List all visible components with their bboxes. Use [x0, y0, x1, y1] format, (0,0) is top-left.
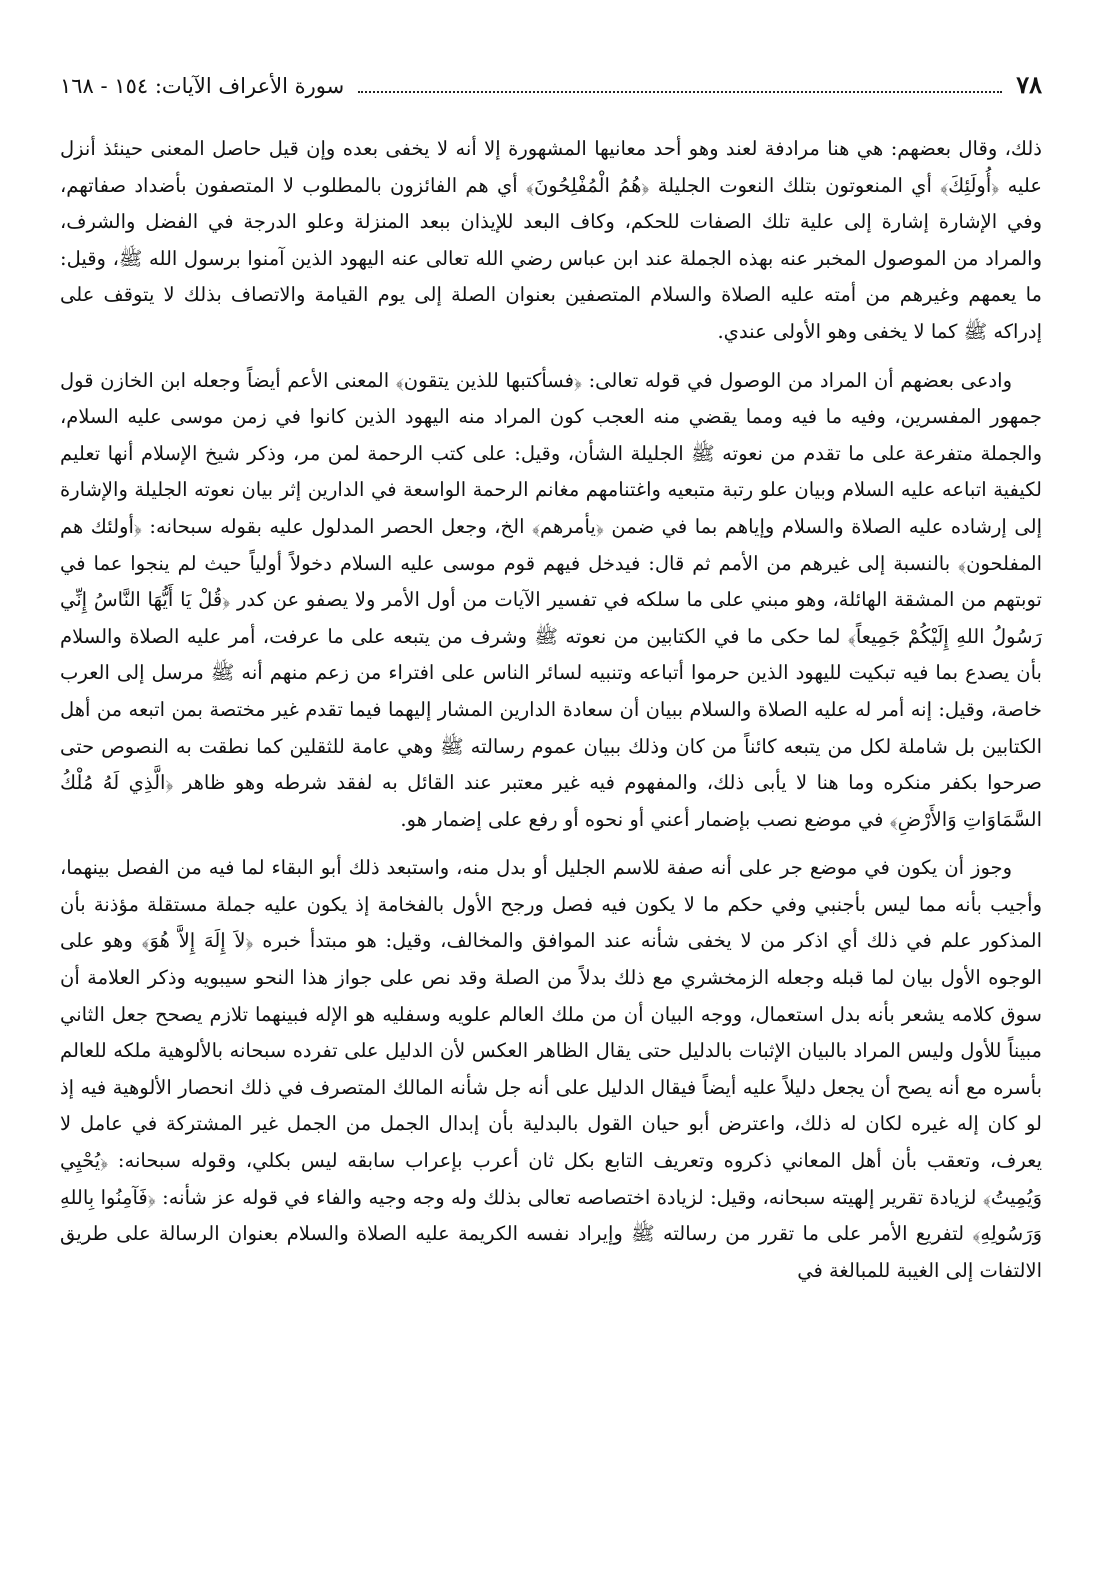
page-header — [60, 70, 1042, 101]
page-number: ٧٨ — [1016, 70, 1042, 99]
running-title: سورة الأعراف الآيات: ١٥٤ - ١٦٨ — [60, 74, 345, 98]
body-paragraph-3: وجوز أن يكون في موضع جر على أنه صفة للاسم الجليل أو بدل منه، واستبعد ذلك أبو البقاء لما فيه من الفصل بينهما، وأجيب بأنه مما ليس بأجنبي وفي حكم ما لا يكون فيه فصل ورجح الأول بالفخامة إذ يكون عليه جملة مستقلة مؤذنة بأن المذكور علم في ذلك أي اذكر من لا يخفى شأنه عند الموافق والمخالف، وقيل: هو مبتدأ خبره ﴿لاَ إِلَهَ إِلاَّ هُوَ﴾ وهو على الوجوه الأول بيان لما قبله وجعله الزمخشري مع ذلك بدلاً من الصلة وقد نص على جواز هذا النحو سيبويه وذكر العلامة أن سوق كلامه يشعر بأنه بدل استعمال، ووجه البيان أن من ملك العالم علويه وسفليه هو الإله فبينهما تلازم يصحح جعل الثاني مبيناً للأول وليس المراد بالبيان الإثبات بالدليل حتى يقال الظاهر العكس لأن الدليل على تفرده سبحانه بالألوهية ملكه للعالم بأسره مع أنه يصح أن يجعل دليلاً عليه أيضاً فيقال الدليل على أنه جل شأنه المالك المتصرف في ذلك انحصار الألوهية فيه إذ لو كان إله غيره لكان له ذلك، واعترض أبو حيان القول بالبدلية بأن إبدال الجمل من الجمل غير المشتركة في عامل لا يعرف، وتعقب بأن أهل المعاني ذكروه وتعريف التابع بكل ثان أعرب بإعراب سابقه ليس بكلي، وقوله سبحانه: ﴿يُحْيِي وَيُمِيتُ﴾ لزيادة تقرير إلهيته سبحانه، وقيل: لزيادة اختصاصه تعالى بذلك وله وجه وجيه والفاء في قوله عز شأنه: ﴿فَآمِنُوا بِاللهِ وَرَسُولِهِ﴾ لتفريع الأمر على ما تقرر من رسالته ﷺ وإيراد نفسه الكريمة عليه الصلاة والسلام بعنوان الرسالة على طريق الالتفات إلى الغيبة للمبالغة في — [60, 856, 1042, 1282]
header-dot-leader — [358, 75, 1002, 93]
body-paragraph-1: ذلك، وقال بعضهم: هي هنا مرادفة لعند وهو أحد معانيها المشهورة إلا أنه لا يخفى بعده وإن قيل حاصل المعنى حينئذ أنزل عليه ﴿أُولَئِكَ﴾ أي المنعوتون بتلك النعوت الجليلة ﴿هُمُ الْمُفْلِحُونَ﴾ أي هم الفائزون بالمطلوب لا المتصفون بأضداد صفاتهم، وفي الإشارة إشارة إلى علية تلك الصفات للحكم، وكاف البعد للإيذان ببعد المنزلة وعلو الدرجة في الفضل والشرف، والمراد من الموصول المخبر عنه بهذه الجملة عند ابن عباس رضي الله تعالى عنه اليهود الذين آمنوا برسول الله ﷺ، وقيل: ما يعمهم وغيرهم من أمته عليه الصلاة والسلام المتصفين بعنوان الصلة إلى يوم القيامة والاتصاف بذلك لا يتوقف على إدراكه ﷺ كما لا يخفى وهو الأولى عندي. — [60, 137, 1042, 343]
body-paragraph-2: وادعى بعضهم أن المراد من الوصول في قوله تعالى: ﴿فسأكتبها للذين يتقون﴾ المعنى الأعم أيضاً وجعله ابن الخازن قول جمهور المفسرين، وفيه ما فيه ومما يقضي منه العجب كون المراد منه اليهود الذين كانوا في زمن موسى عليه السلام، والجملة متفرعة على ما تقدم من نعوته ﷺ الجليلة الشأن، وقيل: على كتب الرحمة لمن مر، وذكر شيخ الإسلام أنها تعليم لكيفية اتباعه عليه السلام وبيان علو رتبة متبعيه واغتنامهم مغانم الرحمة الواسعة في الدارين إثر بيان نعوته الجليلة والإشارة إلى إرشاده عليه الصلاة والسلام وإياهم بما في ضمن ﴿يأمرهم﴾ الخ، وجعل الحصر المدلول عليه بقوله سبحانه: ﴿أولئك هم المفلحون﴾ بالنسبة إلى غيرهم من الأمم ثم قال: فيدخل فيهم قوم موسى عليه السلام دخولاً أولياً حيث لم ينجوا عما في توبتهم من المشقة الهائلة، وهو مبني على ما سلكه في تفسير الآيات من أول الأمر ولا يصفو عن كدر ﴿قُلْ يَا أَيُّهَا النَّاسُ إِنِّي رَسُولُ اللهِ إِلَيْكُمْ جَمِيعاً﴾ لما حكى ما في الكتابين من نعوته ﷺ وشرف من يتبعه على ما عرفت، أمر عليه الصلاة والسلام بأن يصدع بما فيه تبكيت لليهود الذين حرموا أتباعه وتنبيه لسائر الناس على افتراء من زعم منهم أنه ﷺ مرسل إلى العرب خاصة، وقيل: إنه أمر له عليه الصلاة والسلام ببيان أن سعادة الدارين المشار إليهما فيما تقدم غير مختصة بمن اتبعه من أهل الكتابين بل شاملة لكل من يتبعه كائناً من كان وذلك ببيان عموم رسالته ﷺ وهي عامة للثقلين كما نطقت به النصوص حتى صرحوا بكفر منكره وما هنا لا يأبى ذلك، والمفهوم فيه غير معتبر عند القائل به لفقد شرطه وهو ظاهر ﴿الَّذِي لَهُ مُلْكُ السَّمَاوَاتِ وَالأَرْضِ﴾ في موضع نصب بإضمار أعني أو نحوه أو رفع على إضمار هو. — [60, 368, 1042, 831]
